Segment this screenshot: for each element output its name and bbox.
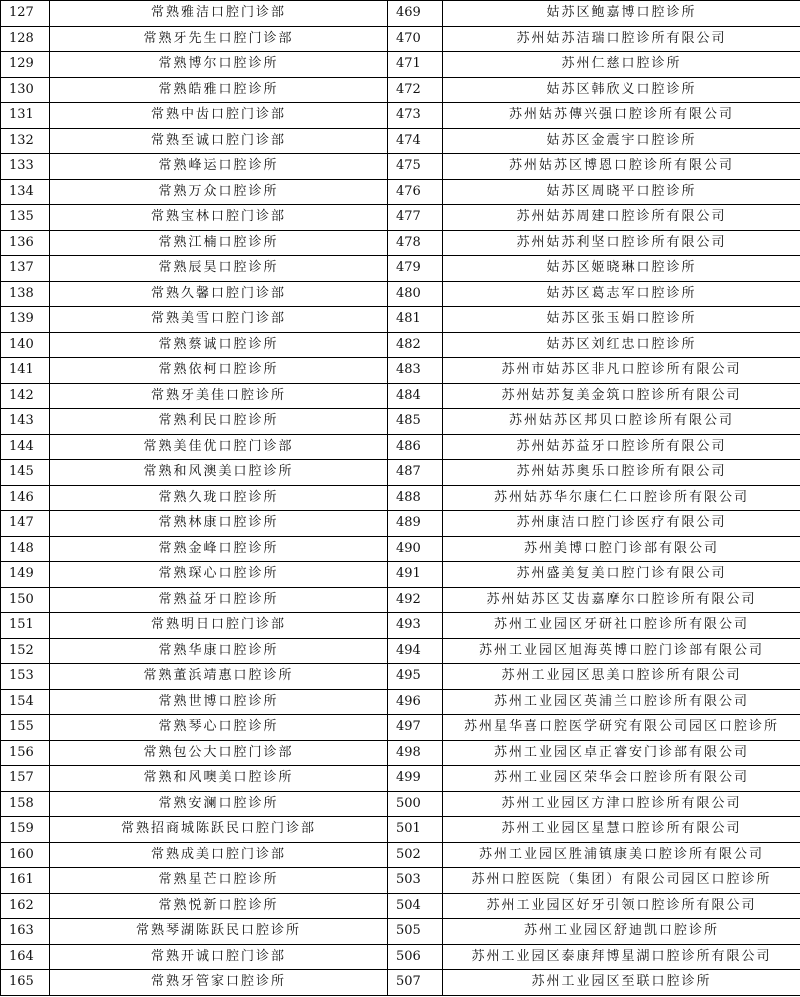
clinic-name-right: 苏州仁慈口腔诊所 [443, 52, 800, 78]
clinic-name-left: 常熟世博口腔诊所 [50, 689, 388, 715]
row-number-right: 505 [388, 919, 443, 945]
clinic-name-right: 苏州姑苏区艾齿嘉摩尔口腔诊所有限公司 [443, 587, 800, 613]
row-number-right: 473 [388, 103, 443, 129]
table-row [1, 154, 800, 180]
clinic-name-right: 姑苏区姬晓琳口腔诊所 [443, 256, 800, 282]
clinic-name-right: 苏州市姑苏区非凡口腔诊所有限公司 [443, 358, 800, 384]
clinic-name-left: 常熟成美口腔门诊部 [50, 842, 388, 868]
row-number-left: 144 [1, 434, 50, 460]
row-number-right: 501 [388, 817, 443, 843]
row-number-right: 472 [388, 77, 443, 103]
table-row [1, 77, 800, 103]
table-row [1, 256, 800, 282]
clinic-name-left: 常熟蔡诚口腔诊所 [50, 332, 388, 358]
clinic-name-left: 常熟万众口腔诊所 [50, 179, 388, 205]
table-row [1, 689, 800, 715]
row-number-left: 161 [1, 868, 50, 894]
clinic-name-left: 常熟琛心口腔诊所 [50, 562, 388, 588]
clinic-name-right: 苏州姑苏傳兴强口腔诊所有限公司 [443, 103, 800, 129]
clinic-name-left: 常熟牙美佳口腔诊所 [50, 383, 388, 409]
row-number-left: 153 [1, 664, 50, 690]
table-row [1, 205, 800, 231]
table-row [1, 893, 800, 919]
clinic-name-right: 姑苏区刘红忠口腔诊所 [443, 332, 800, 358]
clinic-name-right: 苏州康洁口腔门诊医疗有限公司 [443, 511, 800, 537]
clinic-name-left: 常熟琴心口腔诊所 [50, 715, 388, 741]
table-row [1, 307, 800, 333]
clinic-name-right: 苏州姑苏复美金筑口腔诊所有限公司 [443, 383, 800, 409]
row-number-left: 129 [1, 52, 50, 78]
table-row [1, 485, 800, 511]
clinic-name-left: 常熟和风澳美口腔诊所 [50, 460, 388, 486]
table-row [1, 715, 800, 741]
clinic-name-right: 苏州姑苏奥乐口腔诊所有限公司 [443, 460, 800, 486]
table-row [1, 817, 800, 843]
row-number-left: 132 [1, 128, 50, 154]
clinic-name-right: 苏州姑苏周建口腔诊所有限公司 [443, 205, 800, 231]
row-number-right: 504 [388, 893, 443, 919]
row-number-right: 495 [388, 664, 443, 690]
table-row [1, 919, 800, 945]
clinic-name-right: 姑苏区周晓平口腔诊所 [443, 179, 800, 205]
table-row [1, 587, 800, 613]
row-number-right: 479 [388, 256, 443, 282]
clinic-name-left: 常熟依柯口腔诊所 [50, 358, 388, 384]
row-number-left: 156 [1, 740, 50, 766]
row-number-right: 484 [388, 383, 443, 409]
table-row [1, 52, 800, 78]
clinic-name-left: 常熟久珑口腔诊所 [50, 485, 388, 511]
table-row [1, 383, 800, 409]
table-row [1, 26, 800, 52]
clinic-name-left: 常熟琴湖陈跃民口腔诊所 [50, 919, 388, 945]
row-number-right: 470 [388, 26, 443, 52]
clinic-name-right: 苏州口腔医院（集团）有限公司园区口腔诊所 [443, 868, 800, 894]
table-row [1, 664, 800, 690]
row-number-left: 157 [1, 766, 50, 792]
clinic-name-right: 苏州工业园区英浦兰口腔诊所有限公司 [443, 689, 800, 715]
clinic-name-right: 苏州工业园区卓正睿安门诊部有限公司 [443, 740, 800, 766]
row-number-right: 499 [388, 766, 443, 792]
clinic-name-left: 常熟美雪口腔门诊部 [50, 307, 388, 333]
table-body [1, 1, 800, 996]
clinic-name-left: 常熟招商城陈跃民口腔门诊部 [50, 817, 388, 843]
row-number-right: 491 [388, 562, 443, 588]
clinic-name-left: 常熟包公大口腔门诊部 [50, 740, 388, 766]
row-number-left: 134 [1, 179, 50, 205]
row-number-right: 474 [388, 128, 443, 154]
clinic-name-left: 常熟美佳优口腔门诊部 [50, 434, 388, 460]
clinic-name-left: 常熟和风噢美口腔诊所 [50, 766, 388, 792]
clinic-name-left: 常熟安澜口腔诊所 [50, 791, 388, 817]
row-number-left: 143 [1, 409, 50, 435]
clinic-name-right: 姑苏区葛志军口腔诊所 [443, 281, 800, 307]
clinic-name-left: 常熟金峰口腔诊所 [50, 536, 388, 562]
row-number-right: 478 [388, 230, 443, 256]
row-number-left: 164 [1, 944, 50, 970]
clinic-name-left: 常熟星芒口腔诊所 [50, 868, 388, 894]
clinic-name-left: 常熟华康口腔诊所 [50, 638, 388, 664]
row-number-right: 492 [388, 587, 443, 613]
table-row [1, 460, 800, 486]
row-number-right: 476 [388, 179, 443, 205]
row-number-right: 507 [388, 970, 443, 996]
row-number-left: 128 [1, 26, 50, 52]
table-row [1, 562, 800, 588]
clinic-name-left: 常熟雅洁口腔门诊部 [50, 1, 388, 27]
clinic-name-left: 常熟江楠口腔诊所 [50, 230, 388, 256]
clinic-name-right: 姑苏区韩欣义口腔诊所 [443, 77, 800, 103]
clinic-name-right: 苏州工业园区方津口腔诊所有限公司 [443, 791, 800, 817]
clinic-name-left: 常熟悦新口腔诊所 [50, 893, 388, 919]
clinic-name-right: 苏州工业园区舒迪凯口腔诊所 [443, 919, 800, 945]
row-number-right: 475 [388, 154, 443, 180]
row-number-left: 148 [1, 536, 50, 562]
clinic-name-left: 常熟牙管家口腔诊所 [50, 970, 388, 996]
row-number-right: 503 [388, 868, 443, 894]
row-number-left: 139 [1, 307, 50, 333]
clinic-name-left: 常熟至诚口腔门诊部 [50, 128, 388, 154]
row-number-left: 142 [1, 383, 50, 409]
row-number-left: 152 [1, 638, 50, 664]
clinic-name-right: 苏州工业园区至联口腔诊所 [443, 970, 800, 996]
clinic-name-right: 苏州姑苏益牙口腔诊所有限公司 [443, 434, 800, 460]
clinic-name-left: 常熟牙先生口腔门诊部 [50, 26, 388, 52]
clinic-name-right: 姑苏区鲍嘉博口腔诊所 [443, 1, 800, 27]
table-row [1, 766, 800, 792]
clinic-name-left: 常熟明日口腔门诊部 [50, 613, 388, 639]
row-number-left: 138 [1, 281, 50, 307]
row-number-left: 162 [1, 893, 50, 919]
table-row [1, 842, 800, 868]
table-row [1, 536, 800, 562]
row-number-left: 163 [1, 919, 50, 945]
table-row [1, 944, 800, 970]
row-number-right: 489 [388, 511, 443, 537]
clinic-name-left: 常熟峰运口腔诊所 [50, 154, 388, 180]
table-row [1, 230, 800, 256]
clinic-name-left: 常熟皓雅口腔诊所 [50, 77, 388, 103]
table-row [1, 409, 800, 435]
row-number-left: 149 [1, 562, 50, 588]
row-number-right: 486 [388, 434, 443, 460]
row-number-right: 483 [388, 358, 443, 384]
row-number-left: 145 [1, 460, 50, 486]
row-number-right: 487 [388, 460, 443, 486]
table-row [1, 332, 800, 358]
row-number-left: 165 [1, 970, 50, 996]
row-number-left: 159 [1, 817, 50, 843]
table-row [1, 791, 800, 817]
clinic-name-left: 常熟董浜靖惠口腔诊所 [50, 664, 388, 690]
clinic-name-left: 常熟中齿口腔门诊部 [50, 103, 388, 129]
clinic-name-left: 常熟博尔口腔诊所 [50, 52, 388, 78]
clinic-name-right: 苏州工业园区思美口腔诊所有限公司 [443, 664, 800, 690]
row-number-left: 130 [1, 77, 50, 103]
row-number-left: 155 [1, 715, 50, 741]
row-number-right: 485 [388, 409, 443, 435]
table-row [1, 358, 800, 384]
clinic-name-right: 苏州姑苏洁瑞口腔诊所有限公司 [443, 26, 800, 52]
table-row [1, 740, 800, 766]
table-row [1, 613, 800, 639]
row-number-right: 493 [388, 613, 443, 639]
clinic-name-right: 苏州工业园区旭海英博口腔门诊部有限公司 [443, 638, 800, 664]
table-row [1, 1, 800, 27]
row-number-left: 136 [1, 230, 50, 256]
row-number-left: 135 [1, 205, 50, 231]
clinic-name-left: 常熟益牙口腔诊所 [50, 587, 388, 613]
row-number-right: 480 [388, 281, 443, 307]
row-number-right: 481 [388, 307, 443, 333]
table-row [1, 434, 800, 460]
row-number-right: 506 [388, 944, 443, 970]
row-number-right: 488 [388, 485, 443, 511]
row-number-left: 151 [1, 613, 50, 639]
row-number-left: 127 [1, 1, 50, 27]
row-number-right: 500 [388, 791, 443, 817]
clinic-name-right: 苏州姑苏华尔康仁仁口腔诊所有限公司 [443, 485, 800, 511]
row-number-left: 146 [1, 485, 50, 511]
row-number-right: 494 [388, 638, 443, 664]
clinic-name-right: 苏州工业园区荣华会口腔诊所有限公司 [443, 766, 800, 792]
row-number-right: 496 [388, 689, 443, 715]
row-number-right: 502 [388, 842, 443, 868]
table-row [1, 511, 800, 537]
row-number-right: 471 [388, 52, 443, 78]
clinic-name-left: 常熟辰昊口腔诊所 [50, 256, 388, 282]
row-number-right: 490 [388, 536, 443, 562]
table-row [1, 128, 800, 154]
clinic-name-left: 常熟宝林口腔门诊部 [50, 205, 388, 231]
clinic-name-right: 姑苏区张玉娟口腔诊所 [443, 307, 800, 333]
table-row [1, 868, 800, 894]
row-number-left: 131 [1, 103, 50, 129]
row-number-left: 147 [1, 511, 50, 537]
clinic-name-left: 常熟利民口腔诊所 [50, 409, 388, 435]
clinic-name-right: 苏州星华喜口腔医学研究有限公司园区口腔诊所 [443, 715, 800, 741]
clinic-name-right: 苏州姑苏利坚口腔诊所有限公司 [443, 230, 800, 256]
row-number-left: 158 [1, 791, 50, 817]
table-row [1, 970, 800, 996]
clinic-name-left: 常熟林康口腔诊所 [50, 511, 388, 537]
row-number-right: 469 [388, 1, 443, 27]
clinic-name-right: 姑苏区金震宇口腔诊所 [443, 128, 800, 154]
clinic-name-right: 苏州工业园区星慧口腔诊所有限公司 [443, 817, 800, 843]
table-row [1, 103, 800, 129]
row-number-right: 497 [388, 715, 443, 741]
row-number-right: 498 [388, 740, 443, 766]
clinic-name-right: 苏州工业园区牙研社口腔诊所有限公司 [443, 613, 800, 639]
row-number-left: 133 [1, 154, 50, 180]
clinic-name-left: 常熟久馨口腔门诊部 [50, 281, 388, 307]
row-number-left: 141 [1, 358, 50, 384]
clinic-name-left: 常熟开诚口腔门诊部 [50, 944, 388, 970]
clinic-name-right: 苏州姑苏区博恩口腔诊所有限公司 [443, 154, 800, 180]
row-number-left: 137 [1, 256, 50, 282]
row-number-left: 154 [1, 689, 50, 715]
clinic-name-right: 苏州盛美复美口腔门诊有限公司 [443, 562, 800, 588]
clinic-name-right: 苏州工业园区胜浦镇康美口腔诊所有限公司 [443, 842, 800, 868]
row-number-right: 477 [388, 205, 443, 231]
table-row [1, 281, 800, 307]
row-number-right: 482 [388, 332, 443, 358]
clinic-name-right: 苏州姑苏区邦贝口腔诊所有限公司 [443, 409, 800, 435]
clinic-name-right: 苏州工业园区好牙引领口腔诊所有限公司 [443, 893, 800, 919]
row-number-left: 150 [1, 587, 50, 613]
clinic-name-right: 苏州美博口腔门诊部有限公司 [443, 536, 800, 562]
table-row [1, 179, 800, 205]
table-row [1, 638, 800, 664]
clinic-name-right: 苏州工业园区泰康拜博星湖口腔诊所有限公司 [443, 944, 800, 970]
row-number-left: 140 [1, 332, 50, 358]
row-number-left: 160 [1, 842, 50, 868]
